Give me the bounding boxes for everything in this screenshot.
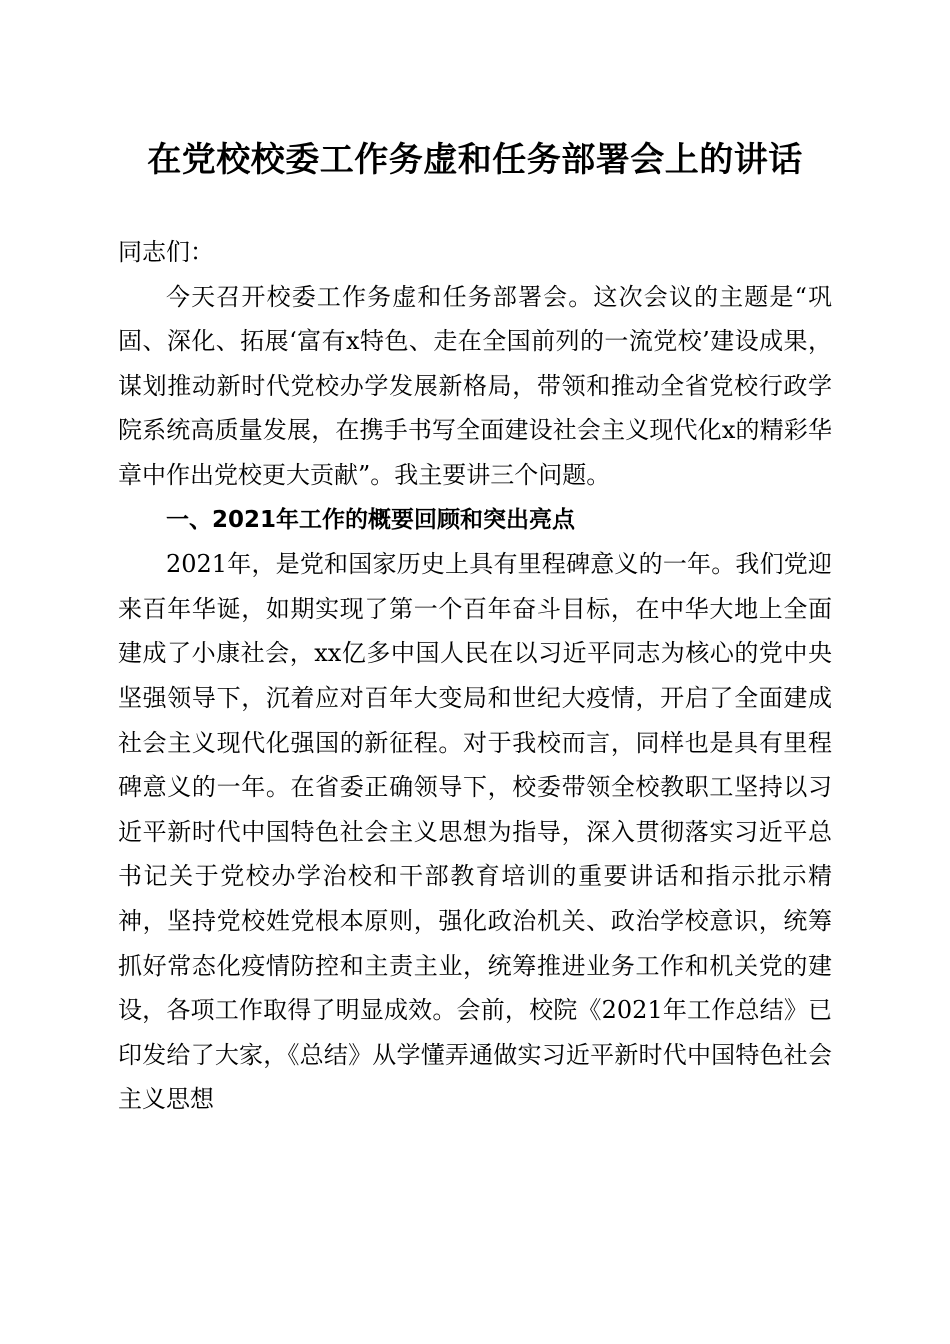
section-heading: 一、2021年工作的概要回顾和突出亮点 <box>166 506 576 533</box>
greeting: 同志们： <box>118 238 214 266</box>
section-paragraph: 2021年，是党和国家历史上具有里程碑意义的一年。我们党迎来百年华诞，如期实现了第一个百年奋斗目标，在中华大地上全面建成了小康社会，xx亿多中国人民在以习近平同志为核心的党中央坚强领导下，沉着应对百年大变局和世纪大疫情，开启了全面建成社会主义现代化强国的新征程。对于我校而言，同样也是具有里程碑意义的一年。在省委正确领导下，校委带领全校教职工坚持以习近平新时代中国特色社会主义思想为指导，深入贯彻落实习近平总书记关于党校办学治校和干部教育培训的重要讲话和指示批示精神，坚持党校姓党根本原则，强化政治机关、政治学校意识，统筹抓好常态化疫情防控和主责主业，统筹推进业务工作和机关党的建设，各项工作取得了明显成效。会前，校院《2021年工作总结》已印发给了大家，《总结》从学懂弄通做实习近平新时代中国特色社会主义思想 <box>118 550 832 1114</box>
intro-paragraph: 今天召开校委工作务虚和任务部署会。这次会议的主题是“巩固、深化、拓展‘富有x特色、走在全国前列的一流党校’建设成果，谋划推动新时代党校办学发展新格局，带领和推动全省党校行政学院系统高质量发展，在携手书写全面建设社会主义现代化x的精彩华章中作出党校更大贡献”。我主要讲三个问题。 <box>118 282 832 489</box>
document-body <box>118 230 832 1122</box>
document-title: 在党校校委工作务虚和任务部署会上的讲话 <box>147 140 803 180</box>
